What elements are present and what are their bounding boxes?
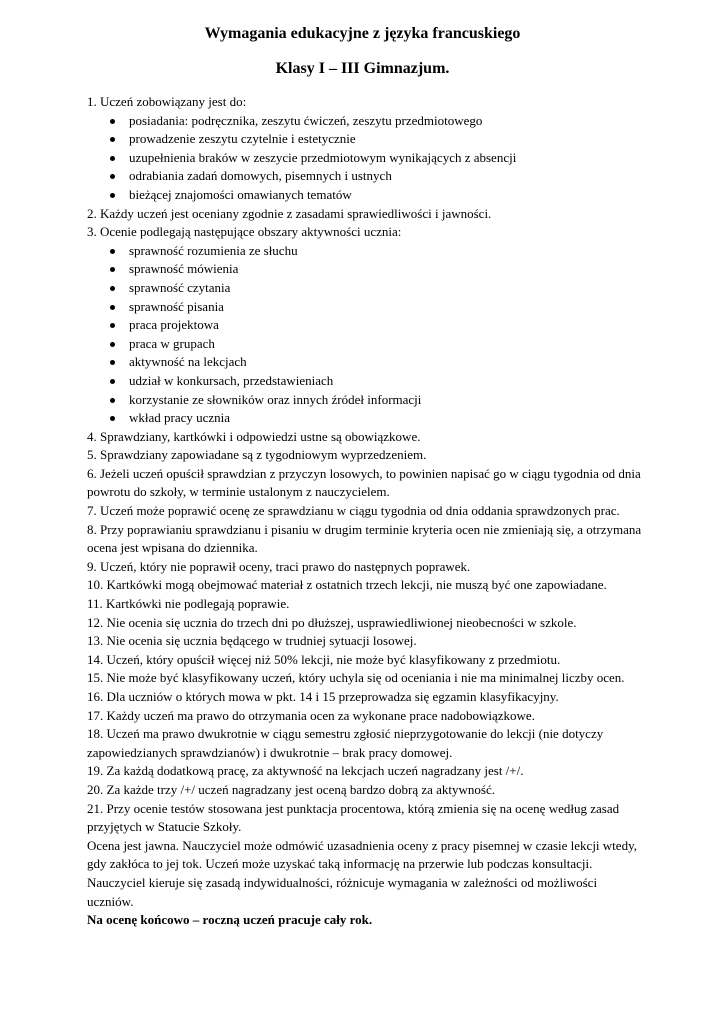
bullet-icon bbox=[110, 416, 115, 421]
bullet-item: sprawność czytania bbox=[87, 279, 643, 298]
document-body bbox=[87, 93, 643, 930]
list-item: 17. Każdy uczeń ma prawo do otrzymania ocen za wykonane prace nadobowiązkowe. bbox=[87, 707, 535, 723]
document-subtitle: Klasy I – III Gimnazjum. bbox=[275, 60, 450, 77]
bullet-icon bbox=[110, 193, 115, 198]
bullet-item: sprawność rozumienia ze słuchu bbox=[87, 242, 643, 261]
list-item: 10. Kartkówki mogą obejmować materiał z ostatnich trzech lekcji, nie muszą być one zapowiadane. bbox=[87, 577, 607, 593]
bullet-icon bbox=[110, 286, 115, 291]
list-item: 1. Uczeń zobowiązany jest do: bbox=[87, 94, 247, 109]
list-item: 12. Nie ocenia się ucznia do trzech dni po dłuższej, usprawiedliwionej nieobecności w szkole. bbox=[87, 614, 577, 630]
bullet-item: sprawność mówienia bbox=[87, 260, 643, 279]
bullet-item: posiadania: podręcznika, zeszytu ćwiczeń, zeszytu przedmiotowego bbox=[87, 112, 643, 131]
list-item: 9. Uczeń, który nie poprawił oceny, traci prawo do następnych poprawek. bbox=[87, 558, 471, 574]
list-item: 4. Sprawdziany, kartkówki i odpowiedzi ustne są obowiązkowe. bbox=[87, 428, 421, 444]
bullet-item: prowadzenie zeszytu czytelnie i estetycznie bbox=[87, 130, 643, 149]
list-item: 11. Kartkówki nie podlegają poprawie. bbox=[87, 596, 290, 612]
bullet-icon bbox=[110, 323, 115, 328]
list-item: 5. Sprawdziany zapowiadane są z tygodniowym wyprzedzeniem. bbox=[87, 447, 427, 463]
bullet-icon bbox=[110, 360, 115, 365]
bullet-icon bbox=[110, 398, 115, 403]
bullet-item: bieżącej znajomości omawianych tematów bbox=[87, 186, 643, 205]
list-item: 2. Każdy uczeń jest oceniany zgodnie z zasadami sprawiedliwości i jawności. bbox=[87, 205, 492, 221]
bullet-icon bbox=[110, 305, 115, 310]
bullet-item: praca projektowa bbox=[87, 316, 643, 335]
list-item: 13. Nie ocenia się ucznia będącego w trudniej sytuacji losowej. bbox=[87, 633, 417, 649]
paragraph: Ocena jest jawna. Nauczyciel może odmówić uzasadnienia oceny z pracy pisemnej w czasie lekcji wtedy, gdy zakłóca to jej tok. Uczeń może uzyskać taką informację na przerwie lub podczas konsultacji. bbox=[87, 837, 637, 872]
bullet-item: uzupełnienia braków w zeszycie przedmiotowym wynikających z absencji bbox=[87, 149, 643, 168]
list-item: 7. Uczeń może poprawić ocenę ze sprawdzianu w ciągu tygodnia od dnia oddania sprawdzonych prac. bbox=[87, 503, 620, 519]
list-item: 15. Nie może być klasyfikowany uczeń, który uchyla się od oceniania i nie ma minimalnej liczby ocen. bbox=[87, 670, 625, 686]
list-item: 21. Przy ocenie testów stosowana jest punktacja procentowa, którą zmienia się na ocenę według zasad przyjętych w Statucie Szkoły. bbox=[87, 800, 620, 835]
bullet-icon bbox=[110, 249, 115, 254]
bullet-item: aktywność na lekcjach bbox=[87, 353, 643, 372]
bullet-icon bbox=[110, 156, 115, 161]
bullet-icon bbox=[110, 342, 115, 347]
bullet-item: wkład pracy ucznia bbox=[87, 409, 643, 428]
bullet-item: udział w konkursach, przedstawieniach bbox=[87, 372, 643, 391]
bullet-icon bbox=[110, 119, 115, 124]
bullet-item: korzystanie ze słowników oraz innych źródeł informacji bbox=[87, 391, 643, 410]
paragraph: Nauczyciel kieruje się zasadą indywidualności, różnicuje wymagania w zależności od możliwości uczniów. bbox=[87, 874, 598, 909]
bullet-item: sprawność pisania bbox=[87, 298, 643, 317]
bullet-item: odrabiania zadań domowych, pisemnych i ustnych bbox=[87, 167, 643, 186]
bullet-icon bbox=[110, 379, 115, 384]
bullet-icon bbox=[110, 267, 115, 272]
bullet-icon bbox=[110, 137, 115, 142]
list-item: 6. Jeżeli uczeń opuścił sprawdzian z przyczyn losowych, to powinien napisać go w ciągu tygodnia od dnia powrotu do szkoły, w terminie ustalonym z nauczycielem. bbox=[87, 465, 641, 500]
list-item: 8. Przy poprawianiu sprawdzianu i pisaniu w drugim terminie kryteria ocen nie zmieniają się, a otrzymana ocena jest wpisana do dziennika. bbox=[87, 521, 642, 556]
list-item: 18. Uczeń ma prawo dwukrotnie w ciągu semestru zgłosić nieprzygotowanie do lekcji (nie dotyczy zapowiedzianych sprawdzianów) i dwukrotnie – brak pracy domowej. bbox=[87, 726, 604, 760]
document-title: Wymagania edukacyjne z języka francuskiego bbox=[204, 25, 521, 42]
list-item: 20. Za każde trzy /+/ uczeń nagradzany jest oceną bardzo dobrą za aktywność. bbox=[87, 781, 495, 797]
list-item: 16. Dla uczniów o których mowa w pkt. 14 i 15 przeprowadza się egzamin klasyfikacyjny. bbox=[87, 689, 559, 704]
bullet-item: praca w grupach bbox=[87, 335, 643, 354]
list-item: 19. Za każdą dodatkową pracę, za aktywność na lekcjach uczeń nagradzany jest /+/. bbox=[87, 763, 524, 779]
closing-statement: Na ocenę końcowo – roczną uczeń pracuje cały rok. bbox=[87, 912, 373, 928]
list-item: 3. Ocenie podlegają następujące obszary aktywności ucznia: bbox=[87, 224, 402, 240]
list-item: 14. Uczeń, który opuścił więcej niż 50% lekcji, nie może być klasyfikowany z przedmiotu. bbox=[87, 651, 561, 667]
bullet-icon bbox=[110, 174, 115, 179]
